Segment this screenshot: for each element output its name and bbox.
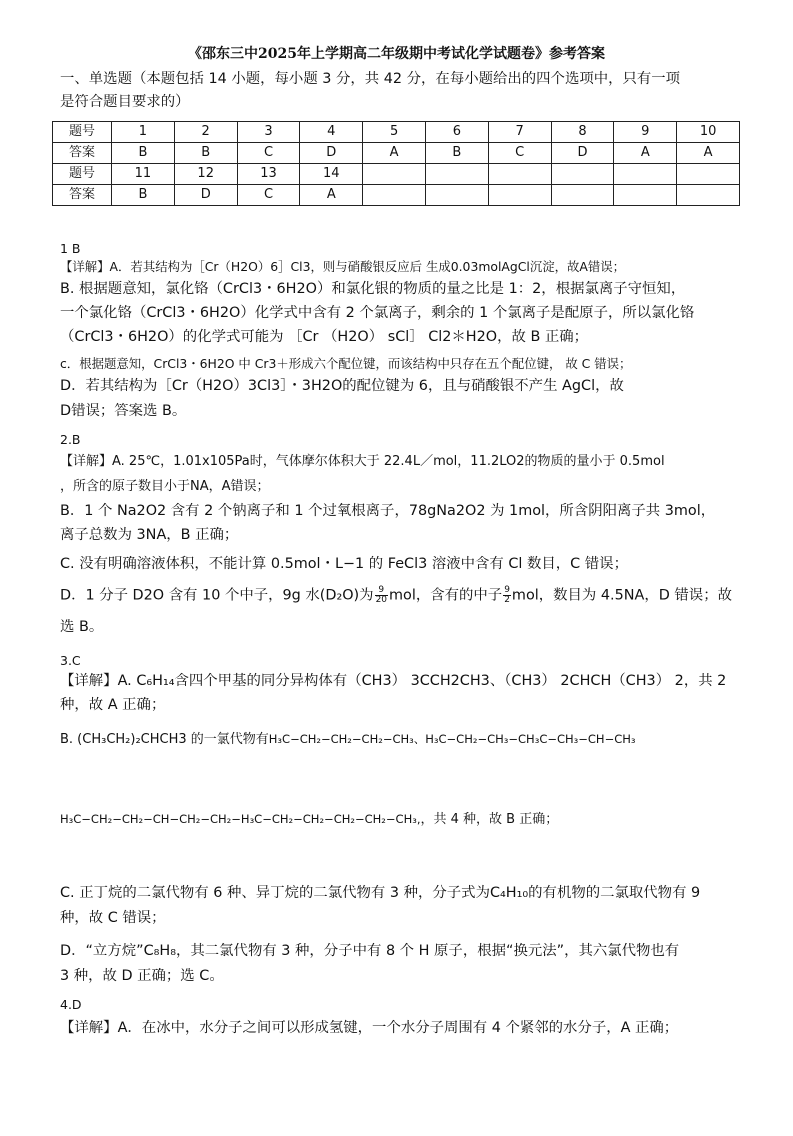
q3-option-a-line1 [60, 673, 726, 690]
q2-option-b-line2: 离子总数为 3NA，B 正确； [60, 527, 239, 543]
table-cell [614, 185, 677, 206]
q3-text: ，其二氯代物有 3 种，分子中有 8 个 H 原子，根据“换元法”，其六氯代物也有 [175, 943, 680, 959]
table-cell: 11 [112, 164, 175, 185]
q2-option-d-line2: 选 B。 [60, 619, 104, 635]
q3-text: D．“立方烷” [60, 943, 144, 959]
table-cell: 9 [614, 122, 677, 143]
q3-text: C. 正丁烷的二氯代物有 6 种、异丁烷的二氯代物有 3 种，分子式为 [60, 885, 490, 901]
q1-option-b-line2: 一个氯化铬（CrCl3・6H2O）化学式中含有 2 个氯离子，剩余的 1 个氯离子是配原子，所以氯化铬 [60, 305, 695, 321]
table-cell: A [677, 143, 740, 164]
q1-option-a: 【详解】A．若其结构为［Cr（H2O）6］Cl3，则与硝酸银反应后 生成0.03molAgCl沉淀，故A错误； [60, 259, 626, 274]
q2-text: ，A错误； [208, 479, 270, 494]
q2-text: ，所含的原子数目小于 [60, 479, 191, 494]
q2-option-a-line2 [60, 479, 270, 495]
table-cell: 14 [300, 164, 363, 185]
document-title: 《邵东三中2025年上学期高二年级期中考试化学试题卷》参考答案 [188, 46, 605, 62]
table-cell [425, 164, 488, 185]
chemical-formula: H₃C−CH₂−CH₂−CH−CH₂−CH₂−H₃C−CH₂−CH₂−CH₂−CH₂−CH₃, [60, 812, 421, 826]
table-cell: 7 [488, 122, 551, 143]
table-cell [488, 185, 551, 206]
section-heading-line1: 一、单选题（本题包括 14 小题，每小题 3 分，共 42 分，在每小题给出的四个选项中，只有一项 [60, 71, 681, 87]
q3-text: ，共 4 种，故 B 正确； [420, 812, 559, 827]
q2-option-c: C. 没有明确溶液体积，不能计算 0.5mol・L−1 的 FeCl3 溶液中含有 Cl 数目，C 错误； [60, 556, 628, 572]
table-cell: C [237, 185, 300, 206]
q2-text: mol，数目为 4.5NA，D 错误；故 [511, 587, 732, 604]
chemical-formula: H₃C−CH₂−CH₂−CH₂−CH₃、H₃C−CH₂−CH₃−CH₃C−CH₃−CH−CH₃ [268, 732, 636, 746]
q3-text: B. (CH₃CH₂)₂CHCH3 的一氯代物有 [60, 732, 269, 747]
table-cell: D [551, 143, 614, 164]
table-cell: A [300, 185, 363, 206]
q1-option-c: c．根据题意知，CrCl3・6H2O 中 Cr3＋形成六个配位键，而该结构中只存在五个配位键， 故 C 错误； [60, 356, 632, 371]
q4-option-a: 【详解】A．在冰中，水分子之间可以形成氢键，一个水分子周围有 4 个紧邻的水分子，A 正确； [60, 1020, 679, 1036]
q1-option-b-line1: B. 根据题意知，氯化铬（CrCl3・6H2O）和氯化银的物质的量之比是 1：2，根据氯离子守恒知， [60, 281, 686, 297]
table-cell: 12 [174, 164, 237, 185]
table-cell: C [237, 143, 300, 164]
table-cell: A [363, 143, 426, 164]
q3-heading: 3.C [60, 653, 81, 668]
q3-option-c-line2: 种，故 C 错误； [60, 910, 166, 926]
table-cell [488, 164, 551, 185]
table-cell [551, 185, 614, 206]
q2-text: D．1 分子 D2O 含有 10 个中子，9g 水(D₂O)为 [60, 587, 374, 604]
q4-heading: 4.D [60, 997, 82, 1012]
table-cell: 答案 [53, 143, 112, 164]
q3-option-a-line2: 种，故 A 正确； [60, 697, 166, 713]
q2-heading: 2.B [60, 432, 81, 447]
table-cell: D [174, 185, 237, 206]
table-cell [363, 164, 426, 185]
q2-option-a-line1: 【详解】A. 25℃，1.01x105Pa时，气体摩尔体积大于 22.4L／mol，11.2LO2的物质的量小于 0.5mol [60, 454, 665, 469]
table-row [53, 164, 740, 185]
q3-option-c-line1 [60, 885, 700, 902]
table-cell [363, 185, 426, 206]
table-cell: 4 [300, 122, 363, 143]
table-cell: 6 [425, 122, 488, 143]
q2-text: mol，含有的中子 [389, 587, 503, 604]
table-cell: C [488, 143, 551, 164]
table-cell [425, 185, 488, 206]
table-cell: A [614, 143, 677, 164]
fraction [503, 586, 511, 605]
q3-option-d-line2: 3 种，故 D 正确；选 C。 [60, 968, 224, 984]
answer-table [52, 121, 740, 206]
table-cell: 5 [363, 122, 426, 143]
fraction [375, 586, 388, 605]
table-cell: 1 [112, 122, 175, 143]
section-heading-line2: 是符合题目要求的） [60, 94, 190, 110]
fraction-denominator: 20 [375, 595, 388, 605]
chemical-formula: C₄H₁₀ [489, 885, 529, 901]
table-cell: 2 [174, 122, 237, 143]
q3-text: 的有机物的二氯取代物有 9 [528, 885, 701, 901]
chemical-formula: C₈H₈ [143, 943, 176, 959]
q2-option-b-line1: B．1 个 Na2O2 含有 2 个钠离子和 1 个过氧根离子，78gNa2O2 为 1mol，所含阴阳离子共 3mol， [60, 503, 716, 519]
q2-option-d-line1 [60, 586, 732, 605]
table-cell: 题号 [53, 164, 112, 185]
q3-option-d-line1 [60, 943, 679, 960]
q3-option-b-line2 [60, 812, 558, 828]
table-cell: B [112, 185, 175, 206]
table-cell [677, 185, 740, 206]
q3-text: 【详解】A. [60, 673, 137, 689]
table-row [53, 143, 740, 164]
q1-option-d-line2: D错误；答案选 B。 [60, 403, 187, 419]
q3-option-b-line1 [60, 732, 636, 748]
chemical-formula: C₆H₁₄ [136, 673, 175, 689]
table-cell: 8 [551, 122, 614, 143]
table-cell: B [425, 143, 488, 164]
table-cell: B [174, 143, 237, 164]
table-cell: 题号 [53, 122, 112, 143]
q1-option-d-line1: D．若其结构为［Cr（H2O）3Cl3］・3H2O的配位键为 6，且与硝酸银不产生 AgCl，故 [60, 378, 624, 394]
fraction-numerator: 9 [504, 585, 510, 595]
table-cell [614, 164, 677, 185]
table-row [53, 185, 740, 206]
fraction-numerator: 9 [375, 586, 388, 596]
table-cell: B [112, 143, 175, 164]
table-cell [551, 164, 614, 185]
table-cell [677, 164, 740, 185]
table-cell: 13 [237, 164, 300, 185]
table-cell: D [300, 143, 363, 164]
fraction-denominator: 2 [504, 595, 510, 605]
table-cell: 答案 [53, 185, 112, 206]
q1-option-b-line3: （CrCl3・6H2O）的化学式可能为 ［Cr （H2O） sCl］ Cl2＊H2O，故 B 正确； [60, 329, 589, 345]
table-cell: 10 [677, 122, 740, 143]
q1-heading: 1 B [60, 241, 81, 256]
q3-text: 含四个甲基的同分异构体有（CH3） 3CCH2CH3、（CH3） 2CHCH（CH3） 2，共 2 [174, 673, 727, 689]
na-symbol: NA [190, 479, 209, 494]
table-cell: 3 [237, 122, 300, 143]
table-row [53, 122, 740, 143]
